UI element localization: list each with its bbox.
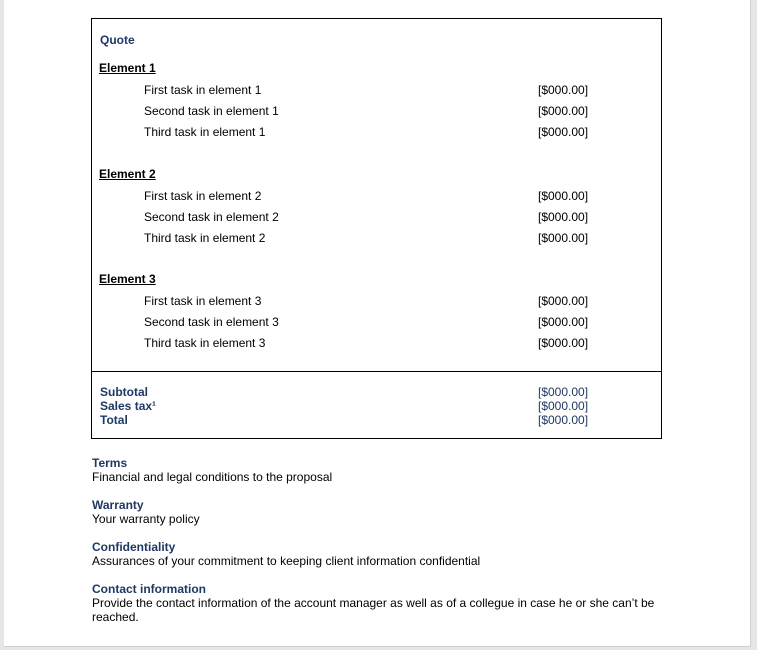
task-price: [$000.00]: [538, 210, 589, 224]
section-body: Provide the contact information of the account manager as well as of a collegue in case he or she can’t be reached.: [92, 596, 655, 624]
confidentiality-section: [92, 540, 662, 568]
task-label: First task in element 2: [144, 189, 262, 203]
sales-tax-label: Sales tax¹: [100, 399, 157, 413]
subtotal-value: [$000.00]: [538, 385, 589, 399]
warranty-section: [92, 498, 662, 526]
section-heading: Contact information: [92, 582, 206, 596]
task-label: First task in element 3: [144, 294, 262, 308]
section-heading: Terms: [92, 456, 128, 470]
task-label: First task in element 1: [144, 83, 262, 97]
task-price: [$000.00]: [538, 294, 589, 308]
total-label: Total: [100, 413, 128, 427]
total-value: [$000.00]: [538, 413, 589, 427]
element-3-heading: Element 3: [99, 272, 156, 286]
subtotal-label: Subtotal: [100, 385, 148, 399]
section-heading: Warranty: [92, 498, 144, 512]
element-1-heading: Element 1: [99, 61, 156, 75]
task-price: [$000.00]: [538, 336, 589, 350]
task-price: [$000.00]: [538, 125, 589, 139]
quote-title: Quote: [100, 33, 135, 47]
element-2-heading: Element 2: [99, 167, 156, 181]
task-price: [$000.00]: [538, 189, 589, 203]
task-label: Third task in element 1: [144, 125, 266, 139]
sales-tax-value: [$000.00]: [538, 399, 589, 413]
quote-table: [91, 18, 662, 439]
task-price: [$000.00]: [538, 231, 589, 245]
terms-section: [92, 456, 662, 484]
task-label: Third task in element 2: [144, 231, 266, 245]
task-price: [$000.00]: [538, 104, 589, 118]
document-page: [4, 0, 751, 647]
section-heading: Confidentiality: [92, 540, 176, 554]
task-price: [$000.00]: [538, 83, 589, 97]
task-label: Second task in element 1: [144, 104, 279, 118]
section-body: Financial and legal conditions to the proposal: [92, 470, 333, 484]
section-body: Your warranty policy: [92, 512, 200, 526]
task-price: [$000.00]: [538, 315, 589, 329]
task-label: Second task in element 3: [144, 315, 279, 329]
task-label: Second task in element 2: [144, 210, 279, 224]
section-body: Assurances of your commitment to keeping client information confidential: [92, 554, 481, 568]
task-label: Third task in element 3: [144, 336, 266, 350]
contact-information-section: [92, 582, 662, 624]
totals-divider: [92, 371, 661, 372]
